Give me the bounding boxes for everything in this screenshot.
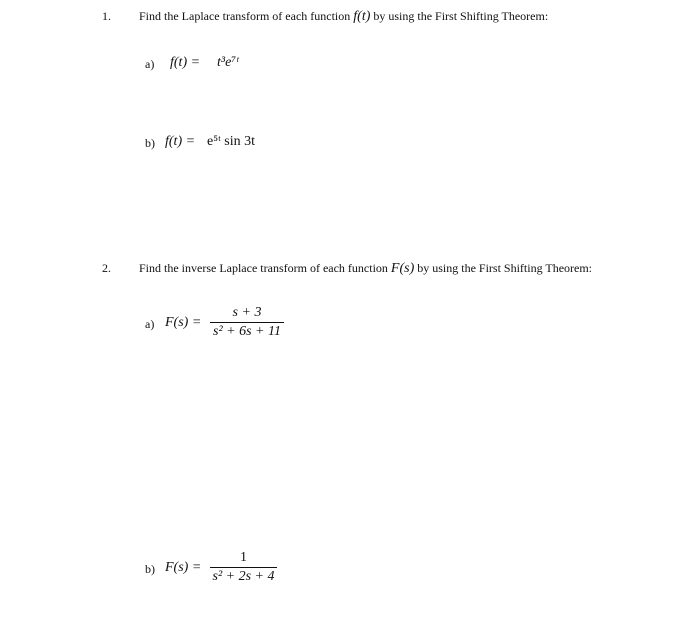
problem-2-text-before: Find the inverse Laplace transform of each function — [139, 261, 391, 275]
problem-1-text-after: by using the First Shifting Theorem: — [370, 9, 549, 23]
problem-2b-numerator: 1 — [240, 550, 247, 565]
problem-1-instruction — [139, 9, 548, 25]
problem-2-inline-symbol: F(s) — [390, 261, 415, 276]
problem-2b-lhs: F(s) = — [165, 560, 202, 575]
problem-1a-expression: t³e⁷ᵗ — [217, 55, 239, 70]
problem-2a-numerator: s + 3 — [232, 305, 262, 320]
problem-2b-label: b) — [145, 562, 155, 576]
problem-2-instruction — [139, 261, 592, 277]
problem-1a-label: a) — [145, 57, 155, 71]
problem-1-text-before: Find the Laplace transform of each function — [139, 9, 354, 23]
problem-2a-lhs: F(s) = — [165, 315, 202, 330]
problem-2a-denominator: s² + 6s + 11 — [213, 324, 281, 339]
problem-2-number: 2. — [102, 261, 111, 275]
problem-1-inline-symbol: f(t) — [353, 9, 371, 24]
problem-1-number: 1. — [102, 9, 111, 23]
problem-2b-fraction-bar — [210, 567, 277, 568]
problem-2b-denominator: s² + 2s + 4 — [212, 569, 275, 584]
problem-2a-fraction-bar — [210, 322, 284, 323]
problem-1b-label: b) — [145, 136, 155, 150]
problem-2a-label: a) — [145, 317, 155, 331]
problem-1b-lhs: f(t) = — [165, 134, 196, 149]
problem-1b-expression: e⁵ᵗ sin 3t — [207, 134, 256, 149]
problem-2-text-after: by using the First Shifting Theorem: — [414, 261, 593, 275]
problem-1a-lhs: f(t) = — [170, 55, 201, 70]
